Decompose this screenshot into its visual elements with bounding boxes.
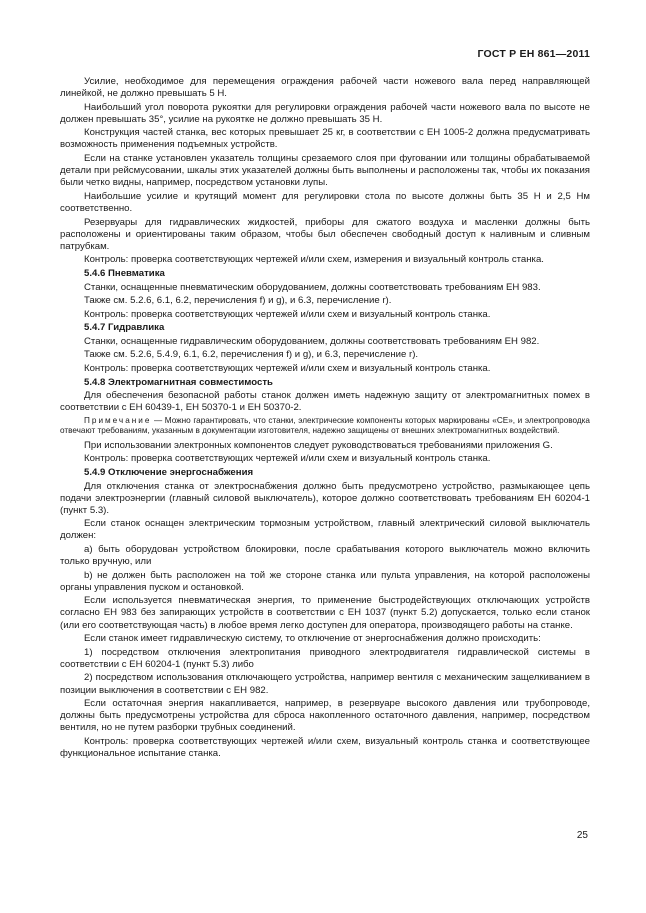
paragraph: Если используется пневматическая энергия, то применение быстродействующих отключающих устройств согласно ЕН 983 без запирающих устройств в соответствии с ЕН 1037 (пункт 5.2) допускается, только если станок (или его соответствующая часть) в любое время легко доступен для оператора, производящего работы на станке. [60,595,590,631]
paragraph: Контроль: проверка соответствующих чертежей и/или схем и визуальный контроль станка. [84,453,491,465]
list-item: a) быть оборудован устройством блокировки, после срабатывания которого выключатель можно включить только вручную, или [60,544,590,568]
paragraph: Также см. 5.2.6, 6.1, 6.2, перечисления f) и g), и 6.3, перечисление r). [84,295,392,307]
paragraph: Если на станке установлен указатель толщины срезаемого слоя при фуговании или толщины обрабатываемой детали при рейсмусовании, шкалы этих указателей должны быть выполнены и расположены так, чтобы их показания были четко видны, например, посредством установки лупы. [60,153,590,189]
paragraph: Контроль: проверка соответствующих чертежей и/или схем и визуальный контроль станка. [84,308,491,320]
paragraph: Усилие, необходимое для перемещения ограждения рабочей части ножевого вала перед направляющей линейкой, не должно превышать 5 Н. [60,76,590,100]
page-number: 25 [576,830,588,841]
section-heading-5-4-8: 5.4.8 Электромагнитная совместимость [84,376,273,388]
paragraph: Контроль: проверка соответствующих чертежей и/или схем, измерения и визуальный контроль станка. [84,254,544,266]
paragraph: Контроль: проверка соответствующих чертежей и/или схем и визуальный контроль станка. [84,363,491,375]
paragraph: При использовании электронных компонентов следует руководствоваться требованиями приложения G. [84,439,553,451]
paragraph: Если станок оснащен электрическим тормозным устройством, главный электрический силовой выключатель должен: [60,518,590,542]
list-item: b) не должен быть расположен на той же стороне станка или пульта управления, на которой расположены органы управления пуском и остановкой. [60,569,590,593]
paragraph: Если остаточная энергия накапливается, например, в резервуаре высокого давления или трубопроводе, должны быть предусмотрены устройства для сброса накопленного остаточного давления, например, посредством вентиля, но не путем разборки трубных соединений. [60,698,590,734]
section-heading-5-4-6: 5.4.6 Пневматика [84,267,165,279]
section-heading-5-4-7: 5.4.7 Гидравлика [84,322,165,334]
paragraph: Для отключения станка от электроснабжения должно быть предусмотрено устройство, размыкающее цепь подачи электроэнергии (главный силовой выключатель), которое должно соответствовать требованиям ЕН 60204-1 (пункт 5.3). [60,480,590,516]
paragraph: Контроль: проверка соответствующих чертежей и/или схем, визуальный контроль станка и соответствующее функциональное испытание станка. [60,735,590,759]
paragraph: Станки, оснащенные гидравлическим оборудованием, должны соответствовать требованиям ЕН 982. [84,335,540,347]
paragraph: Наибольшие усилие и крутящий момент для регулировки стола по высоте должны быть 35 Н и 2,5 Нм соответственно. [60,190,590,214]
paragraph: Также см. 5.2.6, 5.4.9, 6.1, 6.2, перечисления f) и g), и 6.3, перечисление r). [84,349,419,361]
note-label: Примечание [84,415,152,425]
paragraph: Конструкция частей станка, вес которых превышает 25 кг, в соответствии с ЕН 1005-2 должна предусматривать возможность применения подъемных устройств. [60,127,590,151]
page-body [60,76,590,762]
note-text: — Можно гарантировать, что станки, электрические компоненты которых маркированы «СЕ», и электропроводка отвечают требованиям, указанным в документации изготовителя, надежно защищены от внешних электромагнитных воздействий. [60,415,590,436]
paragraph: Станки, оснащенные пневматическим оборудованием, должны соответствовать требованиям ЕН 983. [84,281,541,293]
paragraph: Если станок имеет гидравлическую систему, то отключение от энергоснабжения должно происходить: [84,633,541,645]
list-item: 2) посредством использования отключающего устройства, например вентиля с механическим защелкиванием в позиции выключения в соответствии с ЕН 982. [60,672,590,696]
section-heading-5-4-9: 5.4.9 Отключение энергоснабжения [84,466,254,478]
document-code-header: ГОСТ Р ЕН 861—2011 [477,48,590,60]
list-item: 1) посредством отключения электропитания приводного электродвигателя гидравлической системы в соответствии с ЕН 60204-1 (пункт 5.3) либо [60,646,590,670]
paragraph: Резервуары для гидравлических жидкостей, приборы для сжатого воздуха и масленки должны быть расположены и ориентированы таким образом, чтобы был обеспечен свободный доступ к наливным и сливным патрубкам. [60,216,590,252]
paragraph: Для обеспечения безопасной работы станок должен иметь надежную защиту от электромагнитных помех в соответствии с ЕН 60439-1, ЕН 50370-1 и ЕН 50370-2. [60,390,590,414]
paragraph: Наибольший угол поворота рукоятки для регулировки ограждения рабочей части ножевого вала по высоте не должен превышать 35°, усилие на рукоятке не должно превышать 35 Н. [60,101,590,125]
note [60,416,590,437]
